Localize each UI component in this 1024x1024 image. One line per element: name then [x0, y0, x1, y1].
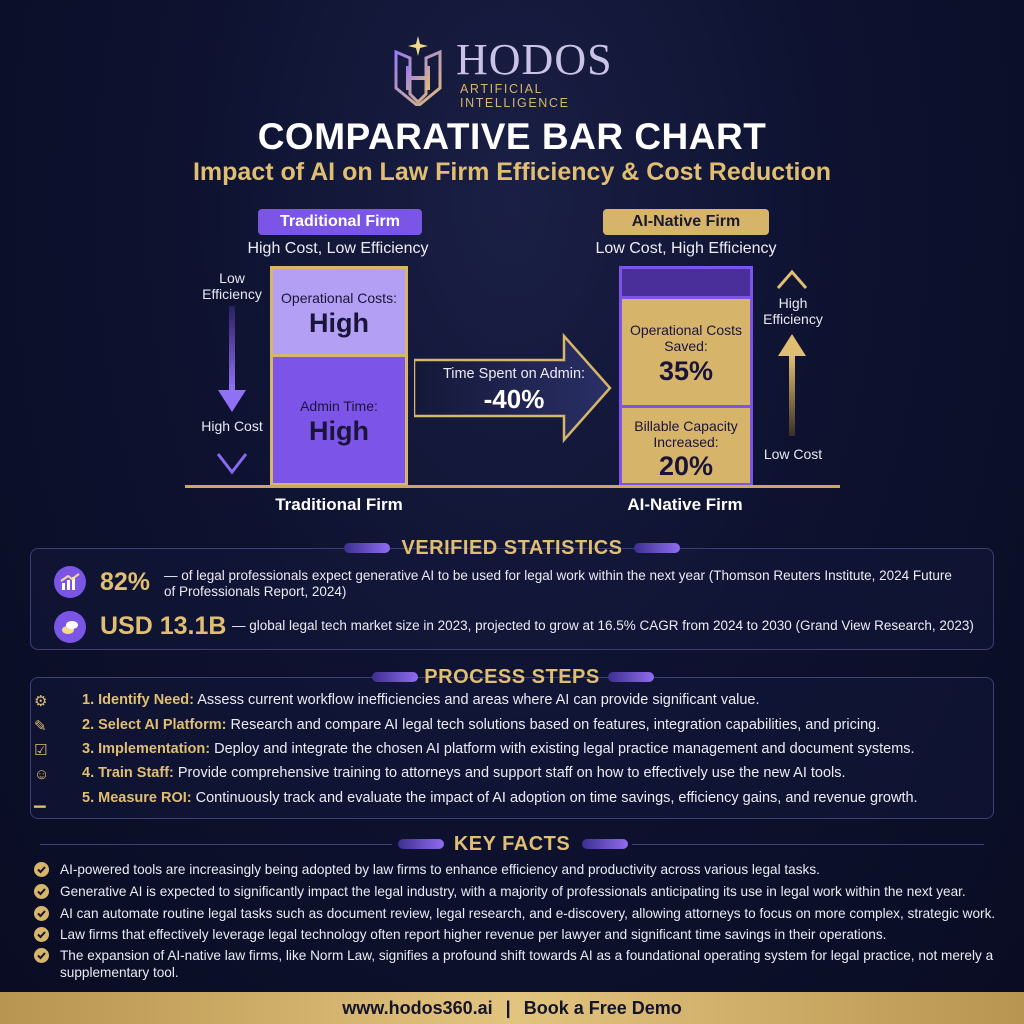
- decorative-pill-icon: [634, 543, 680, 553]
- bar-chart-icon: ▁: [34, 791, 46, 808]
- step-title: 3. Implementation:: [82, 741, 211, 757]
- coins-icon: [54, 611, 86, 643]
- x-tick-label: AI-Native Firm: [627, 495, 743, 514]
- key-fact: The expansion of AI-native law firms, like Norm Law, signifies a profound shift towards AI as a foundational operating system for legal practice, not merely a supplementary tool.: [60, 948, 994, 980]
- right-axis-bottom-label: Low Cost: [763, 446, 823, 462]
- brand-tagline: ARTIFICIAL INTELLIGENCE: [460, 82, 570, 110]
- down-arrow-icon: [212, 306, 252, 478]
- segment-label: Operational Costs Saved:: [629, 322, 743, 354]
- document-pen-icon: ✎: [34, 718, 47, 735]
- step-text: Provide comprehensive training to attorneys and support staff on how to effectively use the new AI tools.: [177, 765, 846, 781]
- divider: [632, 844, 984, 845]
- bar-ai-native-divider: [622, 405, 750, 408]
- check-icon: [34, 948, 49, 963]
- segment-value: High: [309, 308, 369, 338]
- bar-ai-native-saved-segment: [622, 269, 750, 299]
- ai-native-caption: Low Cost, High Efficiency: [595, 240, 777, 257]
- check-icon: [34, 862, 49, 877]
- footer-bar: [0, 992, 1024, 1024]
- step-text: Research and compare AI legal tech solutions based on features, integration capabilities, and pricing.: [230, 717, 881, 733]
- check-icon: [34, 884, 49, 899]
- ai-native-badge: AI-Native Firm: [603, 209, 769, 235]
- stats-heading: VERIFIED STATISTICS: [401, 537, 623, 559]
- key-fact: AI can automate routine legal tasks such as document review, legal research, and e-discovery, allowing attorneys to focus on more complex, strategic work.: [60, 906, 996, 921]
- head-gear-icon: ⚙: [34, 693, 48, 710]
- book-demo-link[interactable]: Book a Free Demo: [523, 998, 682, 1018]
- growth-chart-icon: [54, 566, 86, 598]
- decorative-pill-icon: [344, 543, 390, 553]
- stat-description: — of legal professionals expect generative AI to be used for legal work within the next year (Thomson Reuters Institute, 2024 Future of Professionals Report, 2024): [164, 568, 952, 599]
- segment-value: 20%: [658, 451, 714, 481]
- website-link[interactable]: www.hodos360.ai: [342, 998, 493, 1018]
- page-subtitle: Impact of AI on Law Firm Efficiency & Cost Reduction: [192, 158, 832, 186]
- traditional-caption: High Cost, Low Efficiency: [247, 240, 429, 257]
- divider: [712, 548, 982, 549]
- footer-separator: |: [505, 998, 511, 1018]
- decorative-pill-icon: [372, 672, 418, 682]
- right-axis-top-label: High Efficiency: [763, 295, 823, 327]
- brand-name: HODOS: [456, 35, 613, 84]
- step-text: Deploy and integrate the chosen AI platform with existing legal practice management and document systems.: [214, 741, 915, 757]
- check-icon: [34, 906, 49, 921]
- step-title: 1. Identify Need:: [82, 692, 194, 708]
- check-icon: [34, 927, 49, 942]
- segment-label: Admin Time:: [300, 398, 378, 414]
- stat-description: — global legal tech market size in 2023, projected to grow at 16.5% CAGR from 2024 to 2030 (Grand View Research, 2023): [232, 618, 974, 633]
- process-step: [82, 717, 1012, 733]
- divider: [668, 677, 984, 678]
- divider: [40, 548, 310, 549]
- decorative-pill-icon: [582, 839, 628, 849]
- x-tick-label: Traditional Firm: [275, 495, 403, 514]
- segment-value: 35%: [658, 356, 714, 386]
- segment-value: High: [309, 416, 369, 446]
- traditional-badge: Traditional Firm: [258, 209, 422, 235]
- decorative-pill-icon: [608, 672, 654, 682]
- segment-label: Billable Capacity Increased:: [634, 418, 738, 450]
- teacher-icon: ☺: [34, 766, 50, 783]
- key-fact: Generative AI is expected to significantly impact the legal industry, with a majority of professionals anticipating its use in legal work within the next year.: [60, 884, 966, 899]
- left-axis-top-label: Low Efficiency: [202, 270, 262, 302]
- checklist-icon: ☑: [34, 742, 48, 759]
- divider: [40, 844, 392, 845]
- stat-value: 82%: [100, 568, 151, 596]
- step-text: Continuously track and evaluate the impact of AI adoption on time savings, efficiency gains, and revenue growth.: [195, 790, 918, 806]
- page-title: COMPARATIVE BAR CHART: [257, 116, 767, 157]
- key-fact: AI-powered tools are increasingly being adopted by law firms to enhance efficiency and productivity across various legal tasks.: [60, 862, 820, 877]
- process-step: [82, 741, 1012, 757]
- hodos-shield-icon: [388, 36, 448, 106]
- divider: [40, 677, 360, 678]
- process-step: [82, 790, 1012, 806]
- arrow-value: -40%: [483, 384, 545, 414]
- segment-label: Operational Costs:: [281, 290, 397, 306]
- key-fact: Law firms that effectively leverage legal technology often report higher revenue per lawyer and significant time savings in their operations.: [60, 927, 887, 942]
- stat-value: USD 13.1B: [100, 612, 227, 640]
- step-text: Assess current workflow inefficiencies and areas where AI can provide significant value.: [197, 692, 760, 708]
- process-step: [82, 692, 1012, 708]
- process-heading: PROCESS STEPS: [424, 666, 600, 688]
- facts-heading: KEY FACTS: [453, 833, 571, 855]
- brand-logo: [388, 28, 648, 108]
- process-step: [82, 765, 1012, 781]
- step-title: 2. Select AI Platform:: [82, 717, 227, 733]
- left-axis-bottom-label: High Cost: [201, 418, 263, 434]
- decorative-pill-icon: [398, 839, 444, 849]
- step-title: 4. Train Staff:: [82, 765, 174, 781]
- chart-baseline: [185, 485, 840, 488]
- step-title: 5. Measure ROI:: [82, 790, 192, 806]
- arrow-label: Time Spent on Admin:: [442, 366, 586, 382]
